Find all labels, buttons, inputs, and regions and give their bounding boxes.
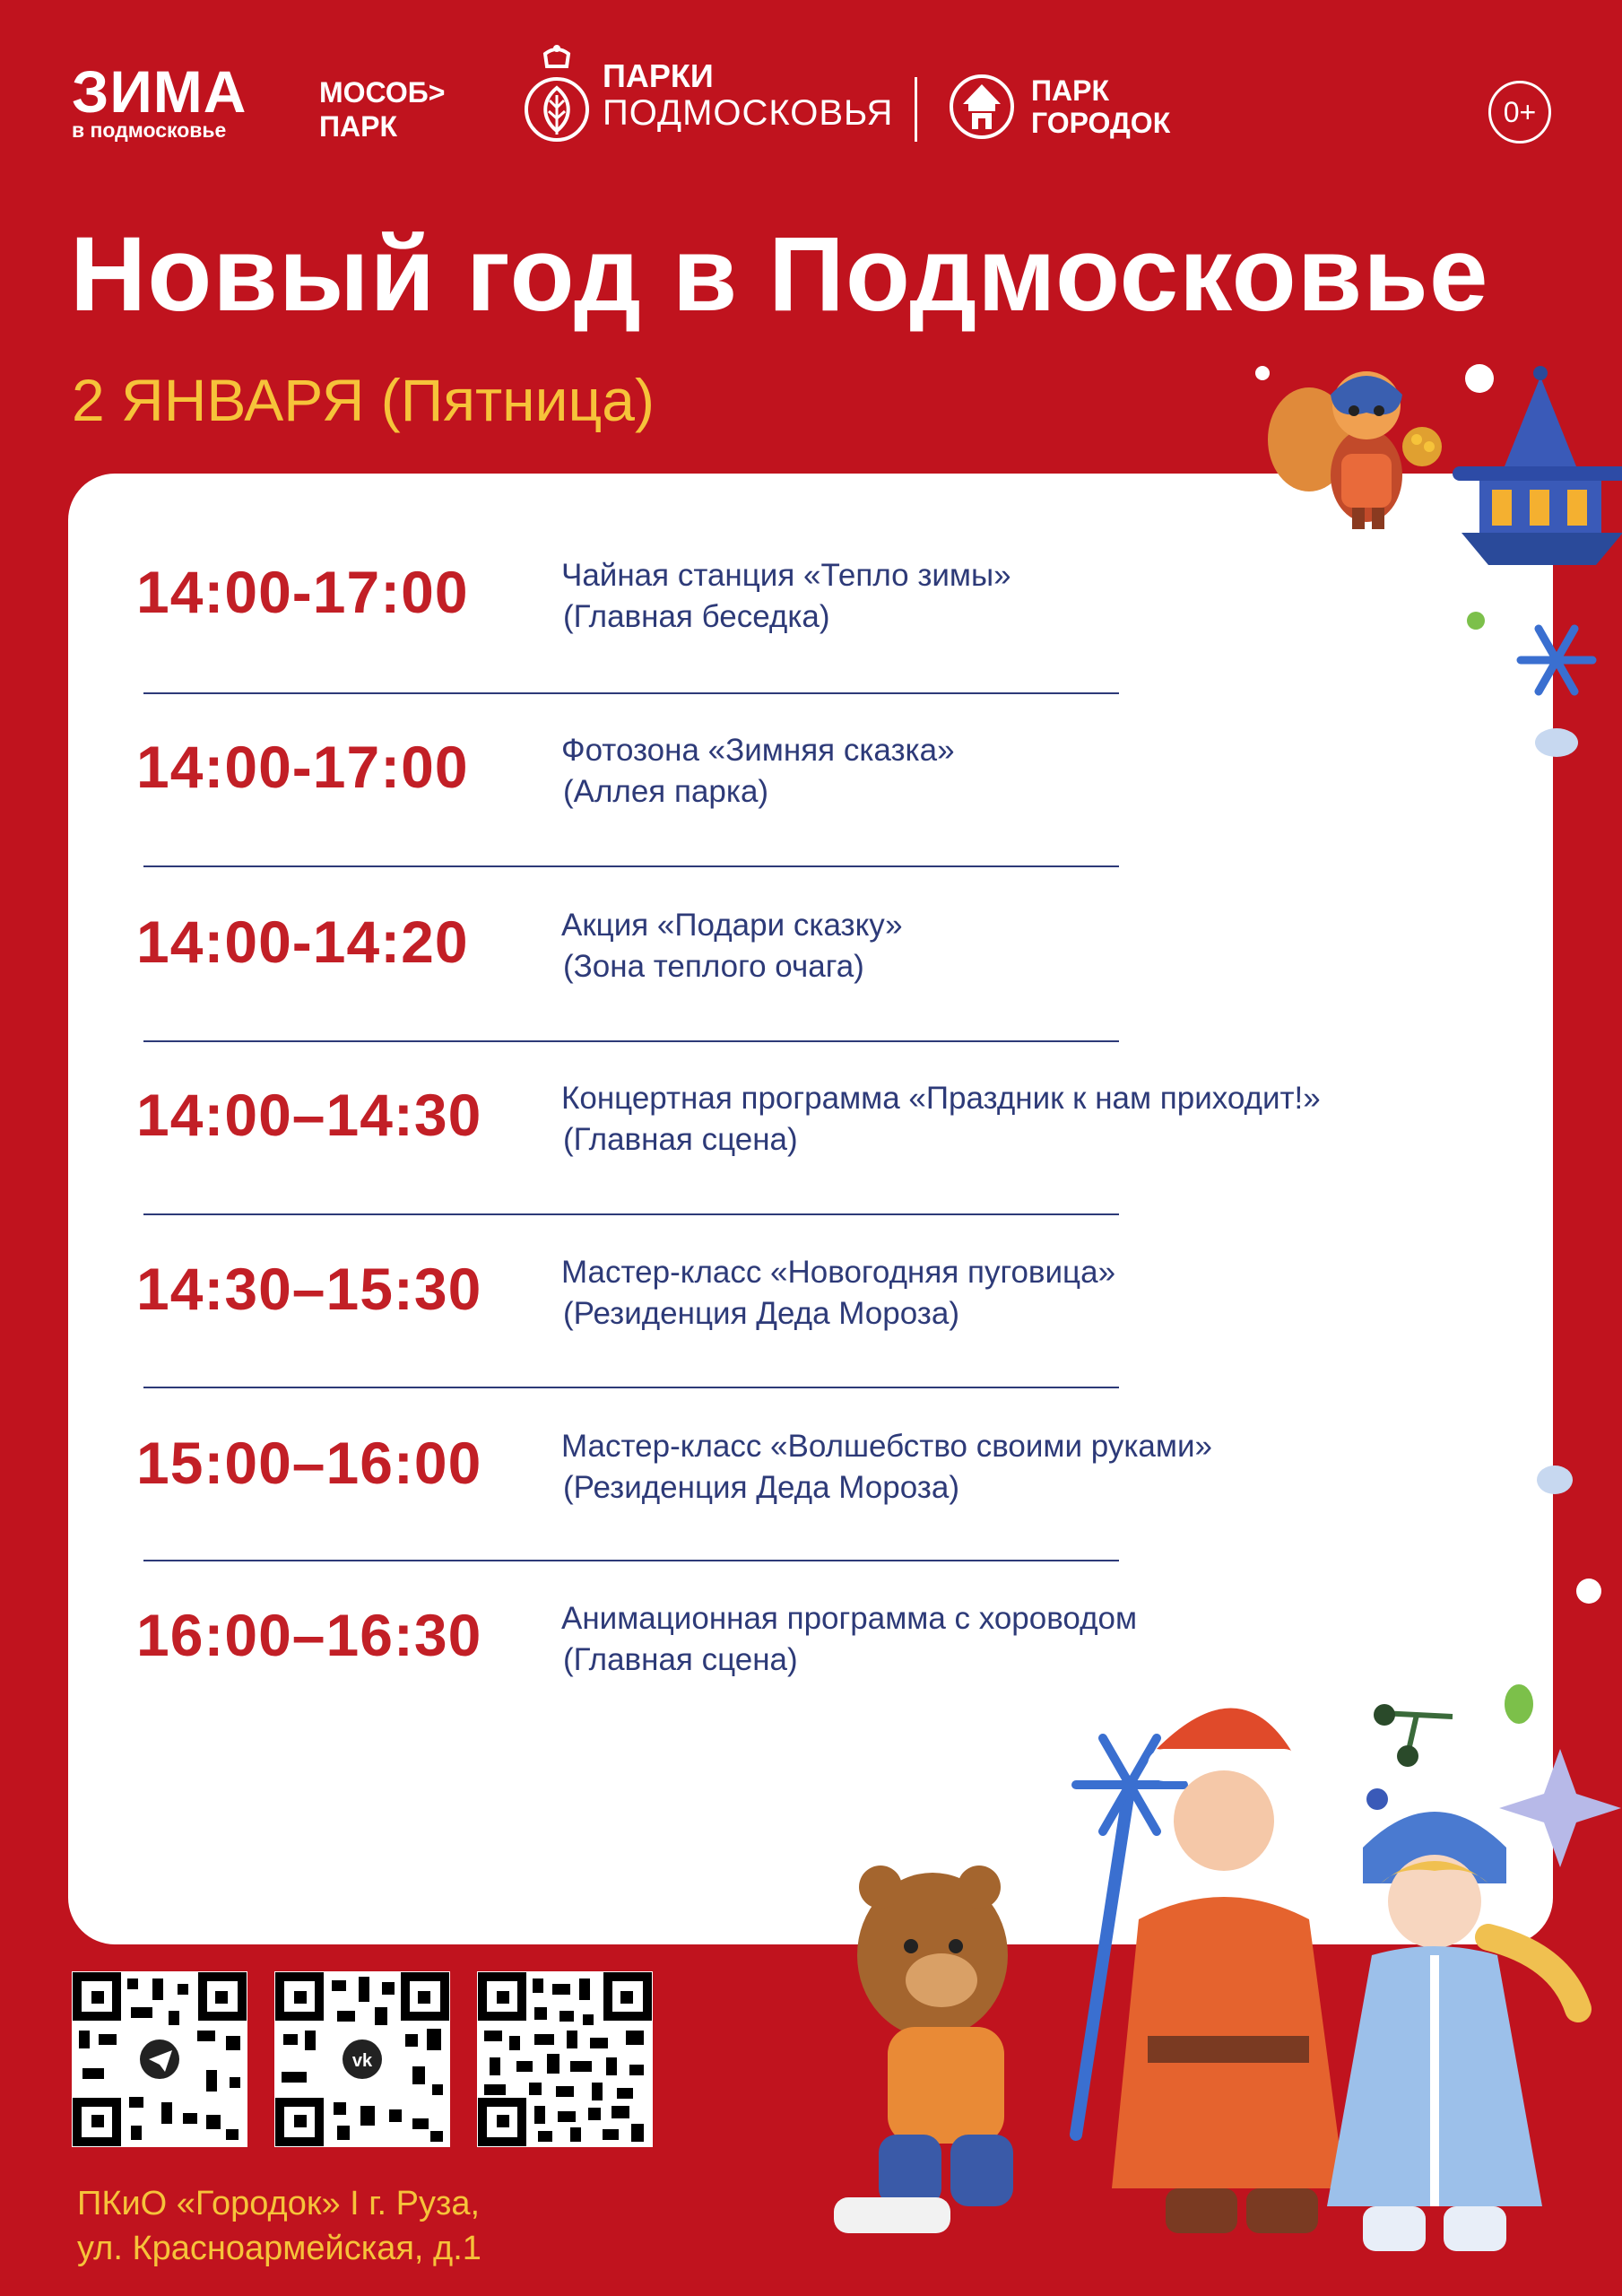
gorodok-logo-line1: ПАРК [1031,74,1109,107]
green-dot [1467,612,1485,630]
parki-podmoskovya-logo [522,45,893,145]
squirrel-lantern-illustration [1255,341,1622,762]
event-place: (Зона теплого очага) [563,949,864,984]
event-time: 14:00-17:00 [136,734,469,800]
event-title: Фотозона «Зимняя сказка» [561,733,955,768]
holly-icon [1374,1704,1453,1767]
winter-characters-illustration [825,1650,1622,2296]
green-dot [1505,1684,1533,1724]
address-line2: ул. Красноармейская, д.1 [77,2230,481,2267]
event-time: 16:00–16:30 [136,1602,482,1668]
event-place: (Резиденция Деда Мороза) [563,1296,959,1331]
qr-pattern [477,1971,653,2147]
lantern-icon [1453,366,1622,565]
event-title: Акция «Подари сказку» [561,908,903,943]
event-title: Чайная станция «Тепло зимы» [561,558,1011,593]
qr-code[interactable] [477,1971,653,2147]
event-place: (Аллея парка) [563,774,769,809]
park-gorodok-logo [949,74,1170,140]
qr-pattern [274,1971,450,2147]
snow-dot [1255,366,1270,380]
event-title: Мастер-класс «Волшебство своими руками» [561,1429,1212,1464]
mosobpark-logo [319,75,445,144]
event-time: 14:00-14:20 [136,909,469,975]
schedule-row [136,1203,1535,1346]
squirrel-icon [1268,371,1442,529]
snowflake-icon [1521,629,1592,691]
parki-leaf-icon [522,45,592,145]
bear-icon [834,1866,1013,2233]
event-title: Мастер-класс «Новогодняя пуговица» [561,1255,1116,1290]
event-title: Анимационная программа с хороводом [561,1601,1138,1636]
parki-logo-line1: ПАРКИ [603,57,714,94]
event-place: (Главная беседка) [563,599,830,634]
snow-dot [1535,728,1578,757]
snow-dot [1576,1578,1601,1604]
address-line1: ПКиО «Городок» I г. Руза, [77,2185,481,2222]
schedule-row [136,1377,1535,1520]
star-icon [1499,1749,1621,1867]
qr-code-telegram[interactable] [72,1971,247,2147]
blue-dot [1366,1788,1388,1810]
gorodok-tower-icon [949,74,1015,140]
qr-code-vk[interactable] [274,1971,450,2147]
snow-dot [1537,1465,1573,1494]
page-title: Новый год в Подмосковье [70,215,1489,334]
event-date: 2 ЯНВАРЯ (Пятница) [72,367,655,433]
zima-logo [72,58,247,142]
event-time: 15:00–16:00 [136,1430,482,1496]
qr-pattern [72,1971,247,2147]
event-time: 14:00-17:00 [136,559,469,625]
event-place: (Главная сцена) [563,1122,798,1157]
mosobpark-logo-line1: МОСОБ> [319,76,446,109]
event-title: Концертная программа «Праздник к нам приходит!» [561,1081,1321,1116]
snegurochka-icon [1327,1812,1578,2251]
age-rating-badge: 0+ [1488,81,1551,144]
event-place: (Главная сцена) [563,1642,798,1677]
zima-logo-title: ЗИМА [72,58,247,125]
snow-dot [1465,364,1494,393]
event-place: (Резиденция Деда Мороза) [563,1470,959,1505]
event-time: 14:30–15:30 [136,1256,482,1322]
mosobpark-logo-line2: ПАРК [319,110,397,143]
event-time: 14:00–14:30 [136,1082,482,1148]
schedule-row [136,1029,1535,1172]
venue-address [77,2181,481,2271]
logo-divider [915,77,917,142]
schedule-row [136,856,1535,999]
zima-logo-subtitle: в подмосковье [72,118,227,142]
svg-text:vk: vk [351,2051,373,2071]
gorodok-logo-line2: ГОРОДОК [1031,107,1171,139]
parki-logo-line2: ПОДМОСКОВЬЯ [603,93,894,133]
